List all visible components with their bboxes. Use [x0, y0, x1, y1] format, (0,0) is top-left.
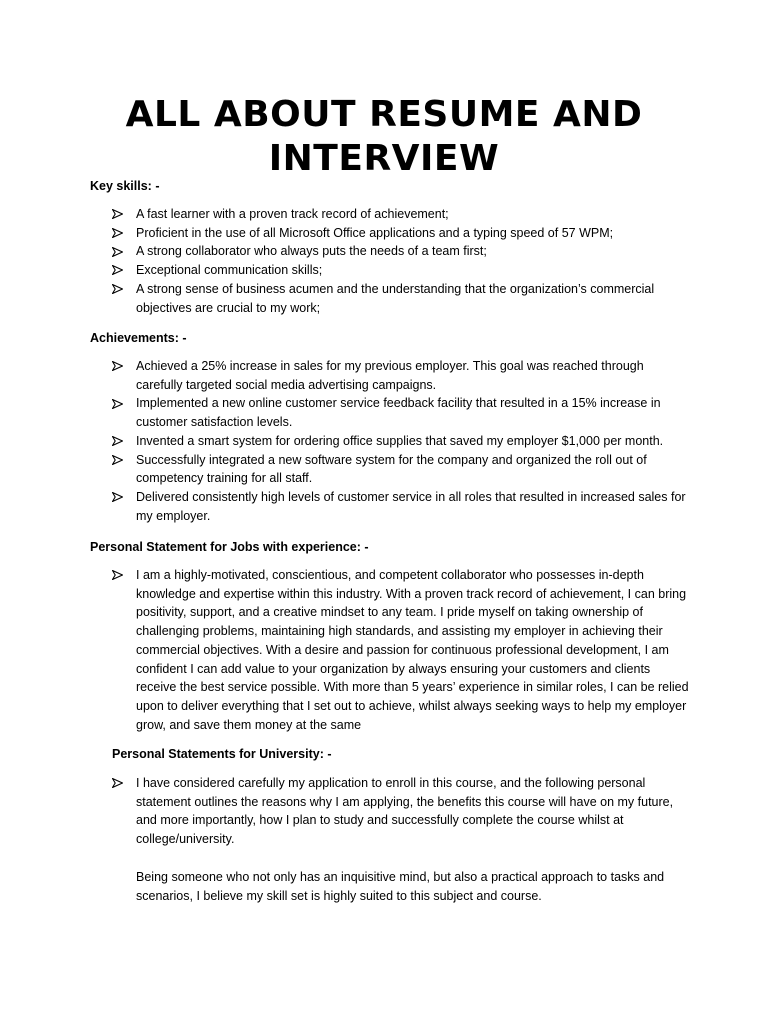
list-item — [112, 774, 692, 849]
university-statement-list — [112, 774, 692, 849]
list-item-text: I have considered carefully my application to enroll in this course, and the following personal statement outlines the reasons why I am applying, the benefits this course will have on my future, and more importantly, how I plan to study and successfully complete the course whilst at college/university. — [136, 776, 674, 847]
list-item — [112, 280, 692, 317]
achievements-heading: Achievements: - — [90, 331, 187, 345]
list-item — [112, 394, 692, 431]
key-skills-heading: Key skills: - — [90, 179, 160, 193]
list-item-text: A strong sense of business acumen and the understanding that the organization’s commercial objectives are crucial to my work; — [136, 281, 655, 315]
list-item — [112, 451, 692, 488]
list-item-text: Invented a smart system for ordering office supplies that saved my employer $1,000 per month. — [136, 433, 664, 448]
list-item-text: Achieved a 25% increase in sales for my previous employer. This goal was reached through carefully targeted social media advertising campaigns. — [136, 359, 644, 392]
key-skills-list — [112, 205, 692, 317]
university-statement-heading: Personal Statements for University: - — [112, 747, 332, 761]
arrow-bullet-icon — [112, 242, 126, 261]
list-item-text: Exceptional communication skills; — [136, 263, 323, 278]
arrow-bullet-icon — [112, 432, 126, 451]
university-statement-continuation: Being someone who not only has an inquisitive mind, but also a practical approach to tasks and scenarios, I believe my skill set is highly suited to this subject and course. — [136, 870, 665, 903]
arrow-bullet-icon — [112, 280, 126, 299]
list-item-text: Delivered consistently high levels of customer service in all roles that resulted in increased sales for my employer. — [136, 489, 686, 523]
list-item-text: A fast learner with a proven track record of achievement; — [136, 207, 449, 221]
list-item — [112, 224, 692, 243]
arrow-bullet-icon — [112, 566, 126, 585]
document-title: ALL ABOUT RESUME AND — [125, 94, 643, 135]
list-item — [112, 205, 692, 224]
list-item-text: Successfully integrated a new software system for the company and organized the roll out of competency training for all staff. — [136, 452, 647, 486]
document-title-line-2: INTERVIEW — [268, 138, 500, 179]
list-item-text: A strong collaborator who always puts the needs of a team first; — [136, 244, 487, 259]
list-item-text: Implemented a new online customer service feedback facility that resulted in a 15% increase in customer satisfaction levels. — [136, 396, 661, 430]
achievements-list — [112, 357, 692, 525]
list-item-text: Proficient in the use of all Microsoft Office applications and a typing speed of 57 WPM; — [136, 225, 614, 240]
list-item-text: I am a highly-motivated, conscientious, and competent collaborator who possesses in-depth knowledge and expertise within this industry. With a proven track record of achievement, I can bring positivity, support, and a creative mindset to any team. I pride myself on taking ownership of challenging problems, maintaining high standards, and assisting my employer in achieving their commercial objectives. With a desire and passion for continuous professional development, I am confident I can add value to your organization by always ensuring your customers and clients receive the best service possible. With more than 5 years’ experience in similar roles, I can be relied upon to deliver everything that I set out to achieve, whilst always seeking ways to help my employer grow, and save them money at the same — [136, 568, 689, 732]
arrow-bullet-icon — [112, 488, 126, 507]
list-item — [112, 566, 692, 734]
arrow-bullet-icon — [112, 451, 126, 470]
arrow-bullet-icon — [112, 261, 126, 280]
arrow-bullet-icon — [112, 394, 126, 413]
arrow-bullet-icon — [112, 224, 126, 243]
list-item — [112, 261, 692, 280]
experience-statement-list — [112, 566, 692, 734]
arrow-bullet-icon — [112, 774, 126, 793]
arrow-bullet-icon — [112, 205, 126, 224]
experience-statement-heading: Personal Statement for Jobs with experience: - — [90, 540, 369, 554]
list-item — [112, 488, 692, 525]
list-item — [112, 432, 692, 451]
list-item — [112, 242, 692, 261]
list-item — [112, 357, 692, 394]
arrow-bullet-icon — [112, 357, 126, 376]
